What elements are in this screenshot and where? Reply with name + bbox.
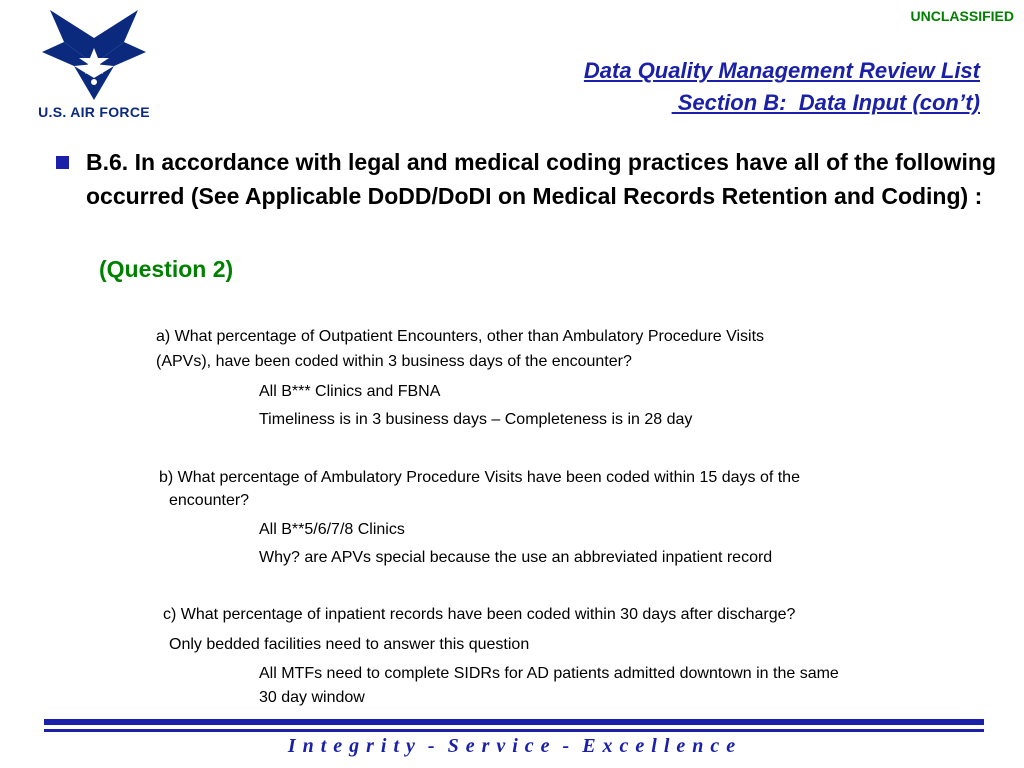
item-b-line1: b) What percentage of Ambulatory Procedure Visits have been coded within 15 days of the (159, 469, 800, 486)
item-a-line1: a) What percentage of Outpatient Encounters, other than Ambulatory Procedure Visits (156, 328, 765, 345)
item-a-note1: All B*** Clinics and FBNA (259, 383, 441, 400)
item-c-note1: All MTFs need to complete SIDRs for AD patients admitted downtown in the same (259, 665, 839, 682)
slide-title: Data Quality Management Review List (583, 58, 980, 83)
item-a-line2: (APVs), have been coded within 3 business days of the encounter? (156, 353, 632, 370)
item-c-line1: c) What percentage of inpatient records have been coded within 30 days after discharge? (163, 606, 796, 623)
footer-divider-thin (44, 729, 984, 732)
item-a-note2: Timeliness is in 3 business days – Completeness is in 28 day (259, 411, 693, 428)
item-b-line2: encounter? (169, 492, 250, 509)
logo-text: U.S. AIR FORCE (38, 104, 150, 120)
item-b-note2: Why? are APVs special because the use an abbreviated inpatient record (259, 549, 773, 566)
slide-subtitle: Section B: Data Input (con’t) (671, 90, 980, 115)
item-b-note1: All B**5/6/7/8 Clinics (259, 521, 405, 538)
item-c-line2: Only bedded facilities need to answer this question (169, 636, 530, 653)
footer-motto: I n t e g r i t y - S e r v i c e - E x c e l l e n c e (287, 735, 737, 757)
footer-divider-thick (44, 719, 984, 725)
item-c-note2: 30 day window (259, 689, 365, 706)
main-question: B.6. In accordance with legal and medical coding practices have all of the following occurred (See Applicable DoDD/DoDI on Medical Records Retention and Coding) : (86, 149, 996, 209)
air-force-wings-icon (12, 8, 176, 104)
classification-label: UNCLASSIFIED (910, 8, 1014, 24)
question-number: (Question 2) (99, 256, 234, 282)
air-force-logo (12, 8, 176, 126)
square-bullet-icon (56, 156, 69, 169)
